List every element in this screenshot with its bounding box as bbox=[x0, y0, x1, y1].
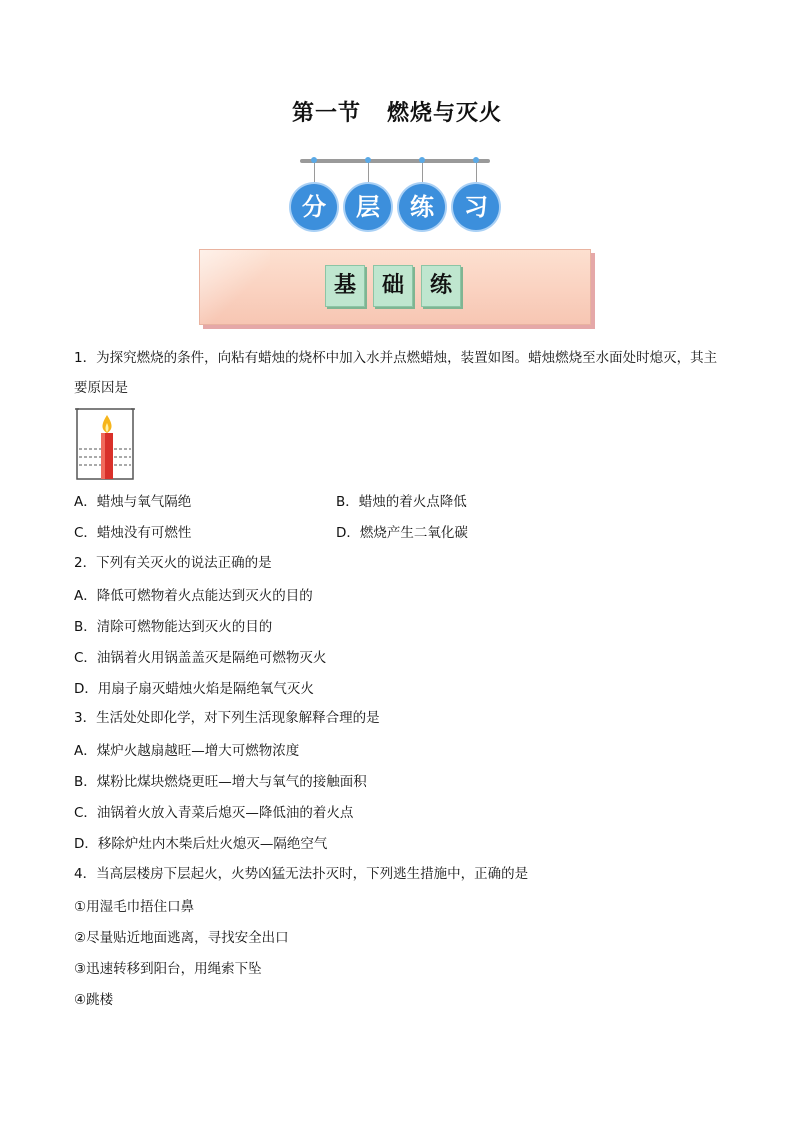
q4-item-1: ①用湿毛巾捂住口鼻 bbox=[74, 899, 195, 915]
question-2-stem: 2．下列有关灭火的说法正确的是 bbox=[74, 555, 272, 571]
question-1-stem: 1．为探究燃烧的条件，向粘有蜡烛的烧杯中加入水并点燃蜡烛，装置如图。蜡烛燃烧至水面处时熄灭，其主要原因是 bbox=[74, 350, 718, 396]
beaker-candle-figure bbox=[74, 403, 136, 481]
q2-option-c: C．油锅着火用锅盖盖灭是隔绝可燃物灭火 bbox=[74, 650, 327, 666]
q4-item-2: ②尽量贴近地面逃离，寻找安全出口 bbox=[74, 930, 289, 946]
q1-option-b: B．蜡烛的着火点降低 bbox=[336, 494, 467, 510]
question-3-stem: 3．生活处处即化学，对下列生活现象解释合理的是 bbox=[74, 710, 380, 726]
question-4-stem: 4．当高层楼房下层起火，火势凶猛无法扑灭时，下列逃生措施中，正确的是 bbox=[74, 866, 529, 882]
banner-char-3: 练 bbox=[399, 184, 445, 230]
banner-char-4: 习 bbox=[453, 184, 499, 230]
q3-option-b: B．煤粉比煤块燃烧更旺—增大与氧气的接触面积 bbox=[74, 774, 367, 790]
title-topic: 燃烧与灭火 bbox=[387, 101, 503, 126]
q1-option-c: C．蜡烛没有可燃性 bbox=[74, 525, 192, 541]
page-title bbox=[0, 96, 794, 127]
layered-practice-banner bbox=[290, 156, 504, 236]
q1-option-a: A．蜡烛与氧气隔绝 bbox=[74, 494, 192, 510]
q3-option-c: C．油锅着火放入青菜后熄灭—降低油的着火点 bbox=[74, 805, 354, 821]
basic-practice-header bbox=[199, 249, 591, 325]
section-char-3: 练 bbox=[421, 265, 461, 307]
q2-option-a: A．降低可燃物着火点能达到灭火的目的 bbox=[74, 588, 313, 604]
q2-option-d: D．用扇子扇灭蜡烛火焰是隔绝氧气灭火 bbox=[74, 681, 314, 697]
banner-char-1: 分 bbox=[291, 184, 337, 230]
q2-option-b: B．清除可燃物能达到灭火的目的 bbox=[74, 619, 273, 635]
q4-item-4: ④跳楼 bbox=[74, 992, 114, 1008]
q4-item-3: ③迅速转移到阳台，用绳索下坠 bbox=[74, 961, 262, 977]
q3-option-a: A．煤炉火越扇越旺—增大可燃物浓度 bbox=[74, 743, 300, 759]
section-char-1: 基 bbox=[325, 265, 365, 307]
q1-option-d: D．燃烧产生二氧化碳 bbox=[336, 525, 468, 541]
title-section: 第一节 bbox=[291, 101, 361, 126]
section-char-2: 础 bbox=[373, 265, 413, 307]
hanging-bar bbox=[300, 159, 490, 163]
q3-option-d: D．移除炉灶内木柴后灶火熄灭—隔绝空气 bbox=[74, 836, 328, 852]
banner-char-2: 层 bbox=[345, 184, 391, 230]
